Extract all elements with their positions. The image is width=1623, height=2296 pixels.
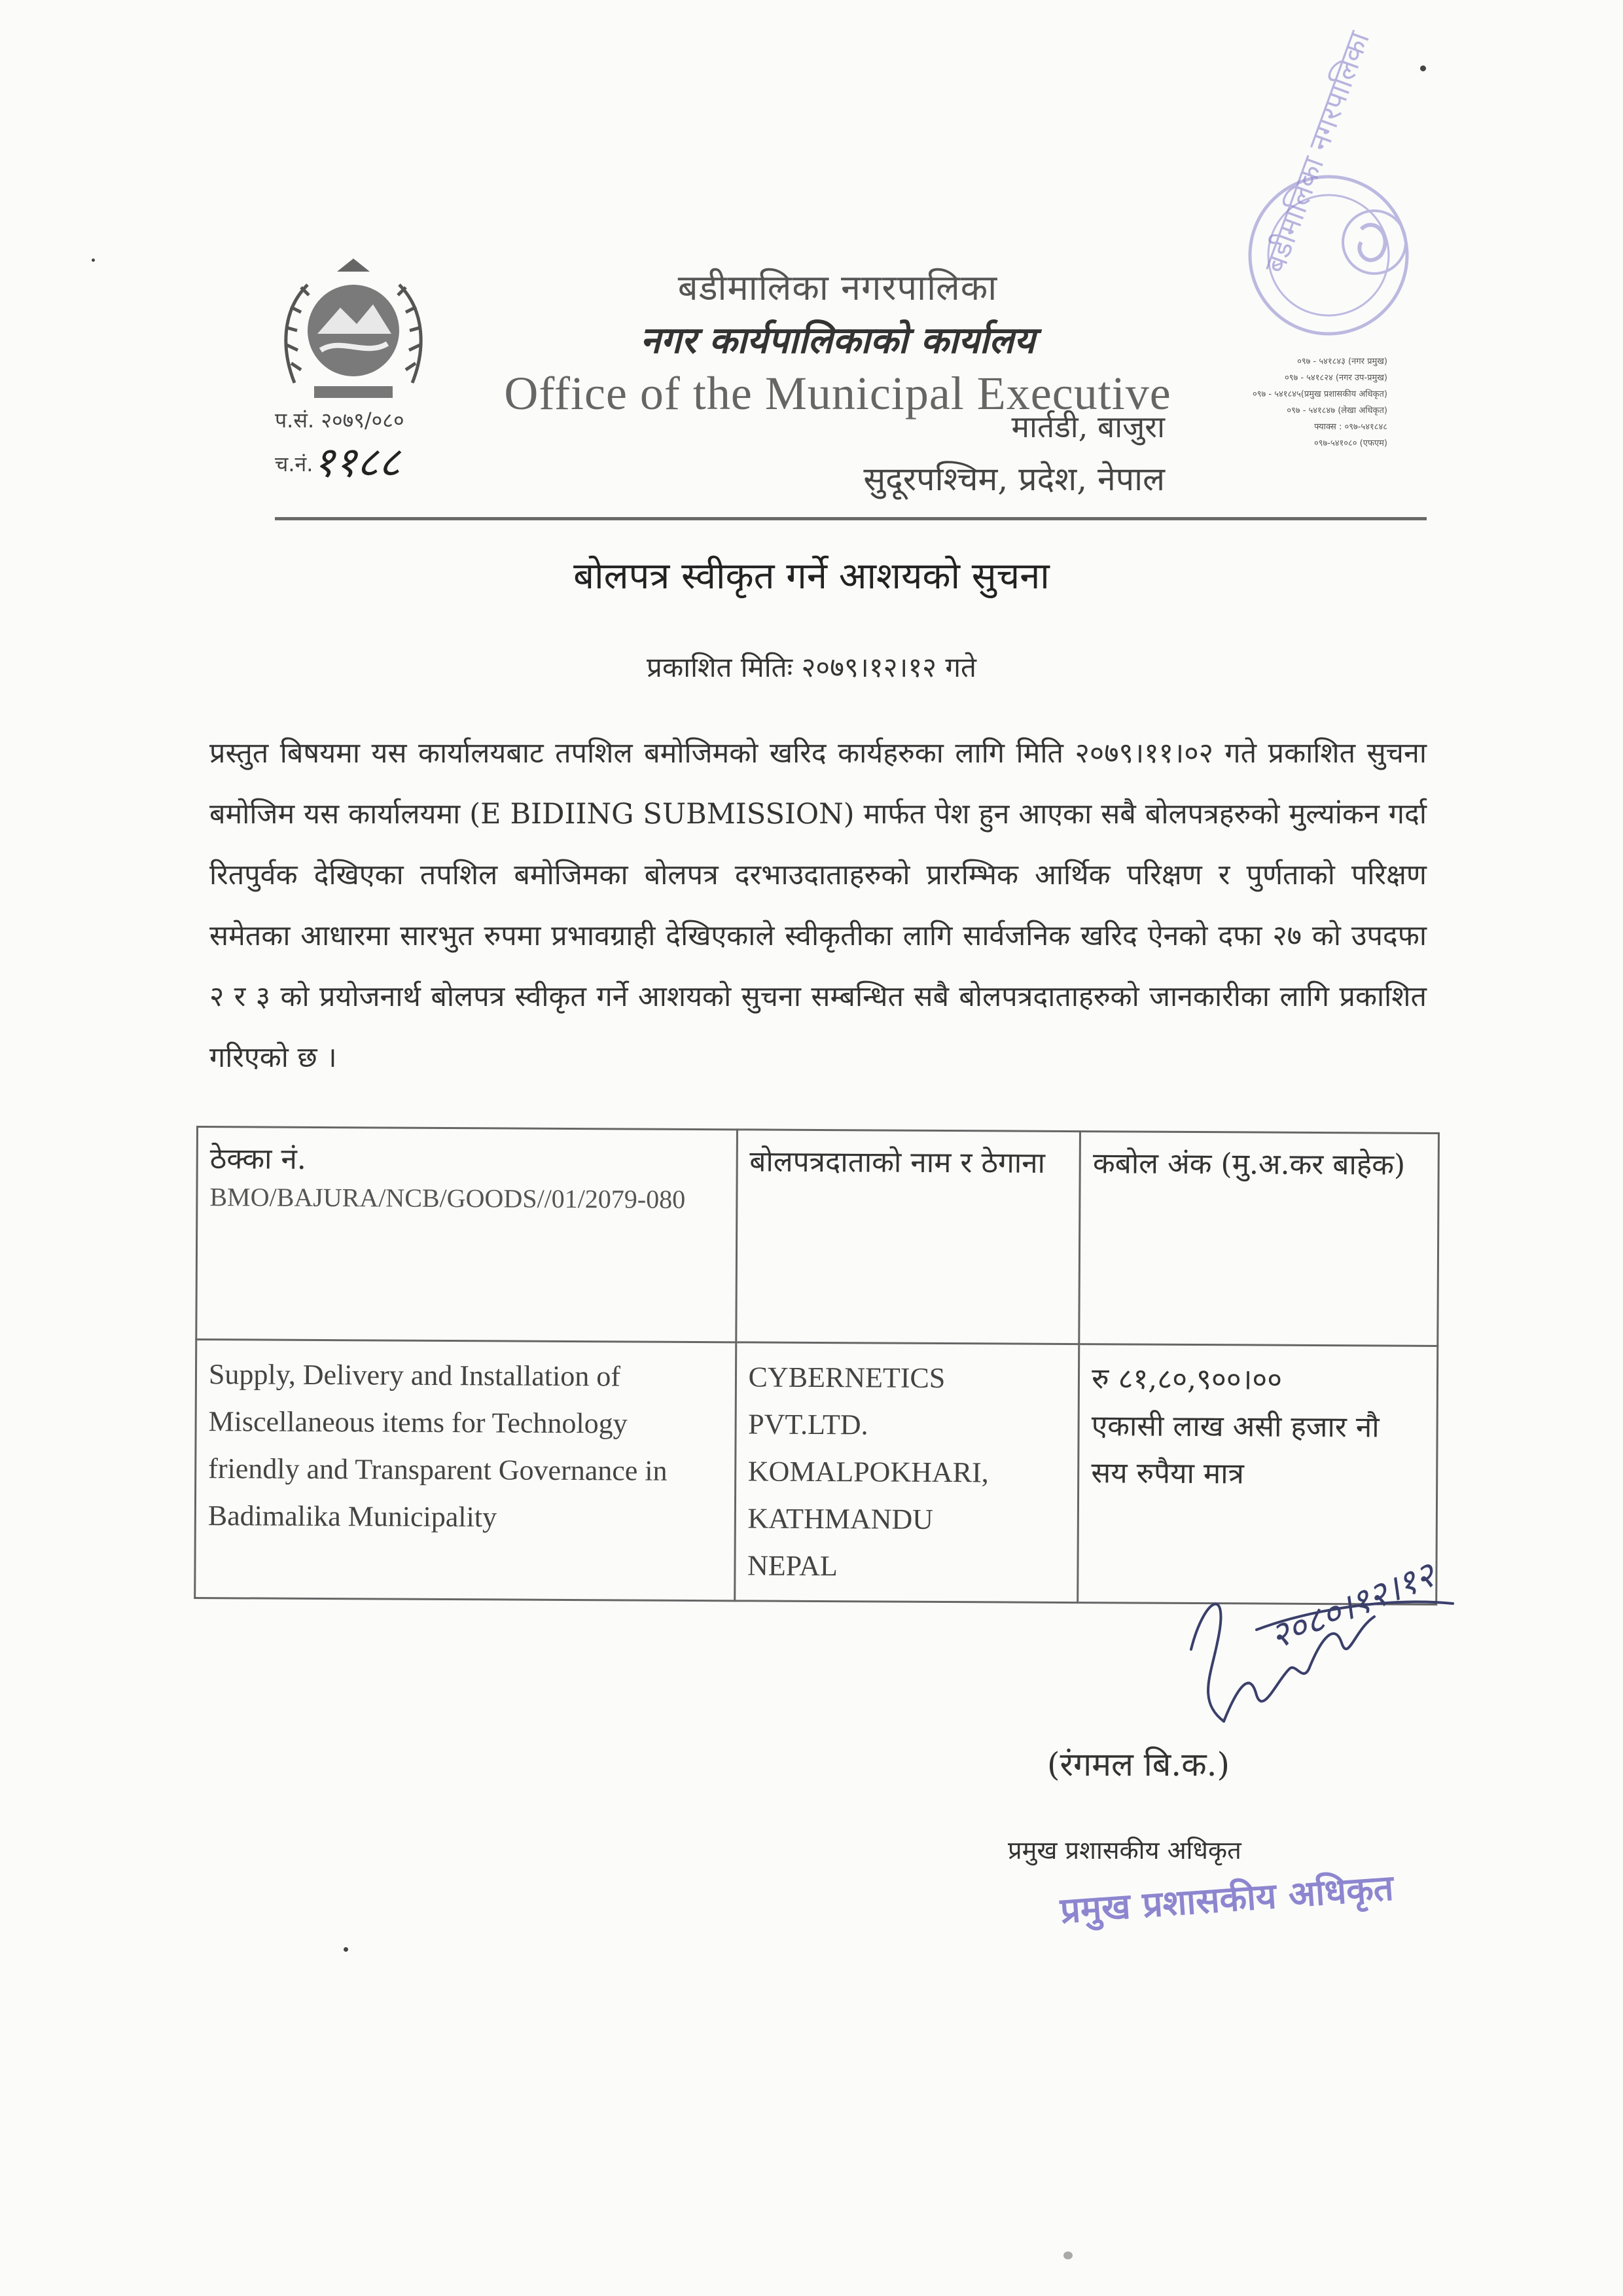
address-line-1: मार्तडी, बाजुरा xyxy=(1011,409,1165,444)
office-seal-stamp xyxy=(1178,27,1453,373)
scan-speck xyxy=(1063,2251,1073,2259)
header-divider xyxy=(275,517,1427,520)
fiscal-reference: प.सं. २०७९/०८० xyxy=(275,408,404,433)
signer-name: (रंगमल बि.क.) xyxy=(1047,1746,1230,1784)
contact-line: ०९७ - ५४१८४५(प्रमुख प्रशासकीय अधिकृत) xyxy=(1253,389,1387,399)
dispatch-label: च.नं. xyxy=(275,452,313,476)
amount-cell xyxy=(1078,1344,1438,1605)
bidder-line: PVT.LTD. xyxy=(748,1408,868,1441)
bidder-line: CYBERNETICS xyxy=(748,1361,946,1394)
table-header-row xyxy=(196,1127,1439,1346)
bidder-cell xyxy=(734,1342,1079,1603)
bidder-line: NEPAL xyxy=(747,1549,838,1583)
contract-number-header xyxy=(196,1127,737,1342)
scan-speck xyxy=(344,1947,348,1952)
published-date: प्रकाशित मितिः २०७९।१२।१२ गते xyxy=(647,651,976,683)
dispatch-number xyxy=(275,432,401,489)
address-line-2: सुदूरपश्चिम, प्रदेश, नेपाल xyxy=(863,460,1165,498)
signature-date: २०८०।१२।१२ xyxy=(1264,1554,1441,1658)
handwritten-signature xyxy=(1178,1554,1466,1741)
amount-header xyxy=(1079,1132,1438,1346)
contact-line: ०९७-५४१०८० (एफएम) xyxy=(1314,439,1387,448)
table-row xyxy=(195,1340,1438,1605)
municipality-name: बडीमालिका नगरपालिका xyxy=(677,267,998,308)
scan-speck xyxy=(92,259,95,262)
description-text: Supply, Delivery and Installation of Miscellaneous items for Technology friendly and Transparent Governance in Badimalika Municipality xyxy=(207,1358,668,1534)
office-name-english: Office of the Municipal Executive xyxy=(504,367,1171,420)
notice-body: प्रस्तुत बिषयमा यस कार्यालयबाट तपशिल बमोजिमको खरिद कार्यहरुका लागि मिति २०७९।११।०२ गते प्रकाशित सुचना बमोजिम यस कार्यालयमा (E BIDIING SUBMISSION) मार्फत पेश हुन आएका सबै बोलपत्रहरुको मुल्यांकन गर्दा रितपुर्वक देखिएका तपशिल बमोजिमका बोलपत्र दरभाउदाताहरुको प्रारम्भिक आर्थिक परिक्षण र पुर्णताको परिक्षण समेतका आधारमा सारभुत रुपमा प्रभावग्राही देखिएकाले स्वीकृतीका लागि सार्वजनिक खरिद ऐनको दफा २७ को उपदफा २ र ३ को प्रयोजनार्थ बोलपत्र स्वीकृत गर्ने आशयको सुचना सम्बन्धित सबै बोलपत्रदाताहरुको जानकारीका लागि प्रकाशित गरिएको छ । xyxy=(209,737,1427,1074)
contact-list xyxy=(1191,353,1387,452)
contract-number-label: ठेक्का नं. xyxy=(209,1142,306,1176)
seal-text: बडीमालिका नगरपालिका xyxy=(1258,27,1377,278)
bid-table xyxy=(194,1126,1440,1605)
contract-number-value: BMO/BAJURA/NCB/GOODS//01/2079-080 xyxy=(209,1182,686,1214)
bidder-header xyxy=(736,1130,1080,1344)
amount-header-label: कबोल अंक (मु.अ.कर बाहेक) xyxy=(1092,1147,1406,1182)
designation-stamp: प्रमुख प्रशासकीय अधिकृत xyxy=(1058,1867,1395,1931)
notice-title: बोलपत्र स्वीकृत गर्ने आशयको सुचना xyxy=(573,555,1050,598)
contact-line: ०९७ - ५४१८४३ (नगर प्रमुख) xyxy=(1297,357,1387,367)
bidder-header-label: बोलपत्रदाताको नाम र ठेगाना xyxy=(749,1145,1046,1180)
contact-line: ०९७ - ५४१८२४ (नगर उप-प्रमुख) xyxy=(1284,373,1387,383)
bidder-line: KATHMANDU xyxy=(747,1502,934,1535)
letterhead xyxy=(497,262,1178,421)
amount-words: एकासी लाख असी हजार नौ सय रुपैया मात्र xyxy=(1091,1409,1380,1491)
office-name-nepali: नगर कार्यपालिकाको कार्यालय xyxy=(640,319,1035,362)
contact-line: ०९७ - ५४१८४७ (लेखा अधिकृत) xyxy=(1287,406,1387,416)
scan-speck xyxy=(1420,65,1426,71)
description-cell xyxy=(195,1340,736,1601)
amount-figure: रु ८१,८०,९००।०० xyxy=(1092,1362,1283,1397)
bidder-line: KOMALPOKHARI, xyxy=(747,1455,989,1489)
contact-line: फ्याक्स : ०९७-५४१८४८ xyxy=(1314,422,1387,432)
signer-title: प्रमुख प्रशासकीय अधिकृत xyxy=(1008,1836,1241,1865)
nepal-emblem-icon xyxy=(275,252,432,409)
dispatch-number-value: ११८८ xyxy=(313,439,401,487)
